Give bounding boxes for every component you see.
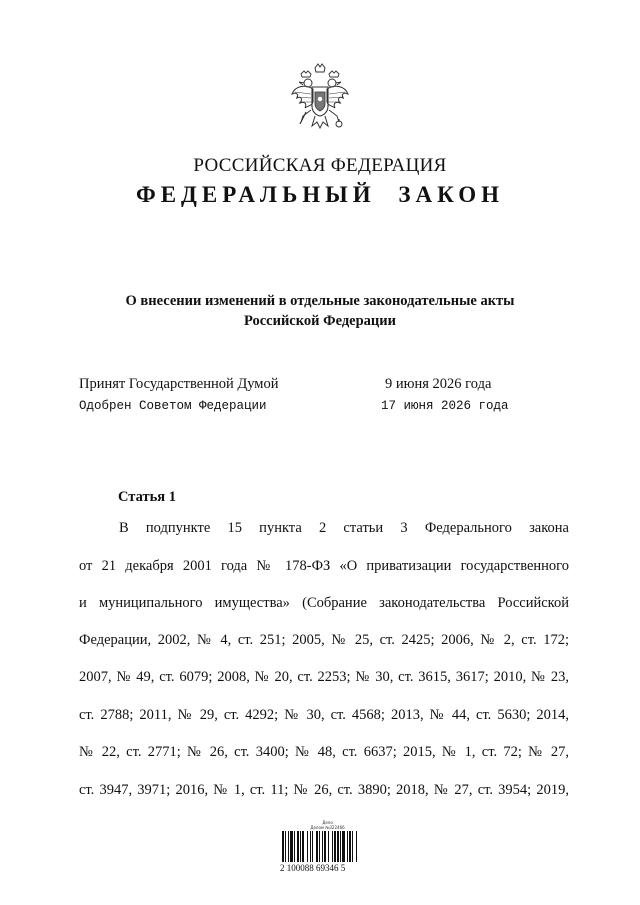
barcode-bar [302,831,304,862]
barcode-bar [285,831,286,862]
barcode-bar [319,831,320,862]
barcode-bar [297,831,299,862]
article-line: от 21 декабря 2001 года № 178-ФЗ «О приватизации государственного [79,558,569,574]
article-line: 2007, № 49, ст. 6079; 2008, № 20, ст. 2253; № 30, ст. 3615, 3617; 2010, № 23, [79,669,569,685]
barcode-bar [300,831,301,862]
council-approval-row [79,399,559,419]
barcode-bar [352,831,353,862]
duma-adoption-row [79,376,559,396]
article-heading: Статья 1 [118,489,176,505]
barcode-icon [280,831,375,862]
barcode-bar [282,831,284,862]
article-line: и муниципального имущества» (Собрание законодательства Российской [79,595,569,611]
barcode-bar [312,831,313,862]
barcode-bar [347,831,348,862]
document-type-title: ФЕДЕРАЛЬНЫЙ ЗАКОН [135,182,505,207]
duma-adoption-label: Принят Государственной Думой [79,376,279,392]
barcode-bar [349,831,351,862]
article-line: Федерации, 2002, № 4, ст. 251; 2005, № 25, ст. 2425; 2006, № 2, ст. 172; [79,632,569,648]
barcode-bar [340,831,341,862]
law-subject-line-2: Российской Федерации [243,313,396,329]
coat-of-arms-icon [287,62,353,136]
article-line: В подпункте 15 пункта 2 статьи 3 Федерального закона [119,520,569,536]
barcode-bar [307,831,308,862]
barcode-bar [328,831,329,862]
council-approval-label: Одобрен Советом Федерации [79,399,267,413]
law-subject-title [80,291,560,331]
barcode-number: 2 100088 69346 5 [280,863,346,873]
article-line: ст. 3947, 3971; 2016, № 1, ст. 11; № 26, ст. 3890; 2018, № 27, ст. 3954; 2019, [79,782,569,798]
barcode-bar [342,831,345,862]
barcode-bar [356,831,357,862]
barcode-bar [334,831,336,862]
barcode-bar [322,831,323,862]
document-barcode [280,820,375,880]
law-subject-line-1: О внесении изменений в отдельные законодательные акты [125,293,515,309]
barcode-bar [294,831,295,862]
article-line: № 22, ст. 2771; № 26, ст. 3400; № 48, ст. 6637; 2015, № 1, ст. 72; № 27, [79,744,569,760]
barcode-bar [310,831,311,862]
council-approval-date: 17 июня 2026 года [381,399,509,413]
barcode-bar [332,831,333,862]
country-name: РОССИЙСКАЯ ФЕДЕРАЦИЯ [193,155,447,176]
article-line: ст. 2788; 2011, № 29, ст. 4292; № 30, ст. 4568; 2013, № 44, ст. 5630; 2014, [79,707,569,723]
barcode-bar [337,831,339,862]
barcode-caption: Дело Делом №322466 [310,820,345,830]
barcode-bar [324,831,326,862]
barcode-bar [316,831,318,862]
duma-adoption-date: 9 июня 2026 года [385,376,492,392]
barcode-bar [290,831,293,862]
barcode-bar [288,831,289,862]
